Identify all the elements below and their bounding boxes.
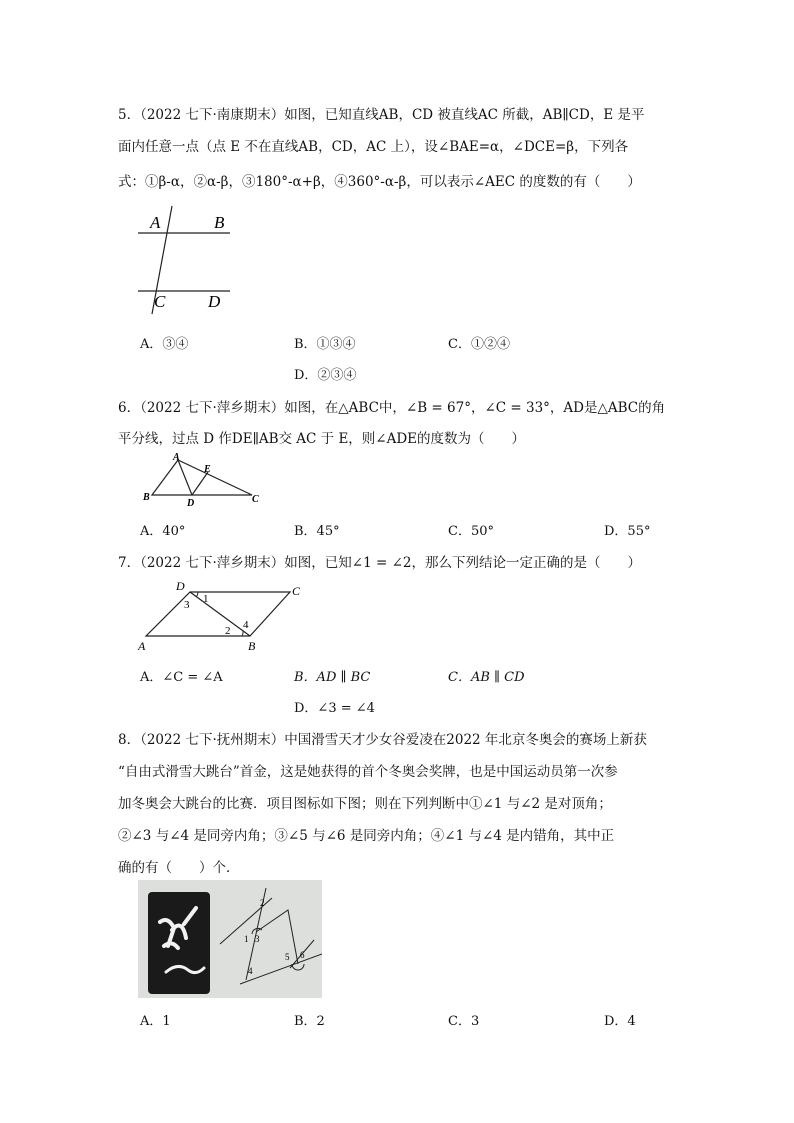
q6-line1: 6．（2022 七下·萍乡期末）如图，在△ABC中，∠B = 67°，∠C = 33°，AD是△ABC的角 (118, 400, 666, 416)
q8-label-5: 5 (285, 952, 290, 962)
q7-option-c[interactable]: C．AB ∥ CD (448, 670, 525, 685)
q5-line2: 面内任意一点（点 E 不在直线AB，CD，AC 上），设∠BAE=α，∠DCE=β，下列各 (118, 139, 629, 155)
q7-label-b: B (248, 639, 256, 653)
q8-option-a[interactable]: A．1 (140, 1014, 171, 1029)
q7-diagonal-db (190, 592, 250, 636)
q5-option-a[interactable]: A．③④ (140, 337, 189, 352)
q5-option-c[interactable]: C．①②④ (448, 337, 510, 352)
q7-angle-arc-2 (242, 631, 243, 636)
q6-label-e: E (204, 464, 211, 475)
q8-ski-icon-card (148, 892, 210, 994)
q8-figure (138, 880, 322, 998)
q6-segment-de (192, 472, 208, 495)
q6-option-b[interactable]: B．45° (294, 524, 340, 539)
q8-option-c[interactable]: C．3 (448, 1014, 480, 1029)
q7-option-a[interactable]: A．∠C = ∠A (140, 670, 223, 685)
q5-line1: 5．（2022 七下·南康期末）如图，已知直线AB，CD 被直线AC 所截，AB∥CD，E 是平 (118, 107, 645, 123)
q7-label-1: 1 (203, 593, 209, 605)
q7-label-2: 2 (225, 625, 231, 637)
q5-label-c: C (154, 292, 166, 311)
q5-label-d: D (208, 292, 221, 311)
q8-label-1: 1 (244, 934, 249, 944)
q6-label-c: C (252, 494, 259, 505)
q5-option-d[interactable]: D．②③④ (294, 368, 357, 383)
q7-label-a: A (138, 639, 146, 653)
q7-label-3: 3 (184, 599, 190, 611)
q6-figure (140, 452, 265, 510)
q7-option-d[interactable]: D．∠3 = ∠4 (294, 701, 375, 716)
q7-angle-arc-1 (196, 592, 198, 597)
q5-figure (130, 200, 240, 320)
q7-option-b[interactable]: B．AD ∥ BC (294, 670, 371, 685)
q5-line3: 式：①β-α，②α-β，③180°-α+β，④360°-α-β，可以表示∠AEC 的度数的有（ ） (118, 174, 641, 190)
q6-label-b: B (143, 492, 150, 503)
q6-label-d: D (187, 498, 195, 509)
q7-label-c: C (292, 584, 301, 598)
q8-label-3: 3 (255, 934, 260, 944)
q7-label-d: D (176, 579, 185, 593)
q6-option-a[interactable]: A．40° (140, 524, 186, 539)
q5-label-a: A (150, 213, 161, 232)
q7-figure (132, 578, 312, 654)
q8-option-d[interactable]: D．4 (604, 1014, 636, 1029)
q5-label-b: B (214, 213, 225, 232)
q6-label-a: A (173, 452, 180, 463)
q6-option-d[interactable]: D．55° (604, 524, 651, 539)
q8-label-4: 4 (248, 966, 253, 976)
q8-line5: 确的有（ ）个． (118, 860, 240, 876)
q8-label-2: 2 (260, 898, 265, 908)
q7-label-4: 4 (243, 619, 249, 631)
q8-label-6: 6 (300, 950, 305, 960)
q7-line1: 7．（2022 七下·萍乡期末）如图，已知∠1 = ∠2，那么下列结论一定正确的是（ ） (118, 555, 641, 571)
q6-option-c[interactable]: C．50° (448, 524, 494, 539)
q8-line4: ②∠3 与∠4 是同旁内角；③∠5 与∠6 是同旁内角；④∠1 与∠4 是内错角，其中正 (118, 828, 615, 844)
q8-line1: 8．（2022 七下·抚州期末）中国滑雪天才少女谷爱凌在2022 年北京冬奥会的赛场上新获 (118, 732, 647, 748)
q6-line2: 平分线，过点 D 作DE∥AB交 AC 于 E，则∠ADE的度数为（ ） (118, 431, 526, 447)
q8-line3: 加冬奥会大跳台的比赛．项目图标如下图；则在下列判断中①∠1 与∠2 是对顶角； (118, 796, 612, 812)
q6-triangle-abc (152, 460, 252, 495)
q8-option-b[interactable]: B．2 (294, 1014, 325, 1029)
q8-line2: “自由式滑雪大跳台”首金，这是她获得的首个冬奥会奖牌，也是中国运动员第一次参 (118, 764, 618, 780)
q7-quadrilateral-abcd (146, 592, 290, 636)
q5-option-b[interactable]: B．①③④ (294, 337, 356, 352)
